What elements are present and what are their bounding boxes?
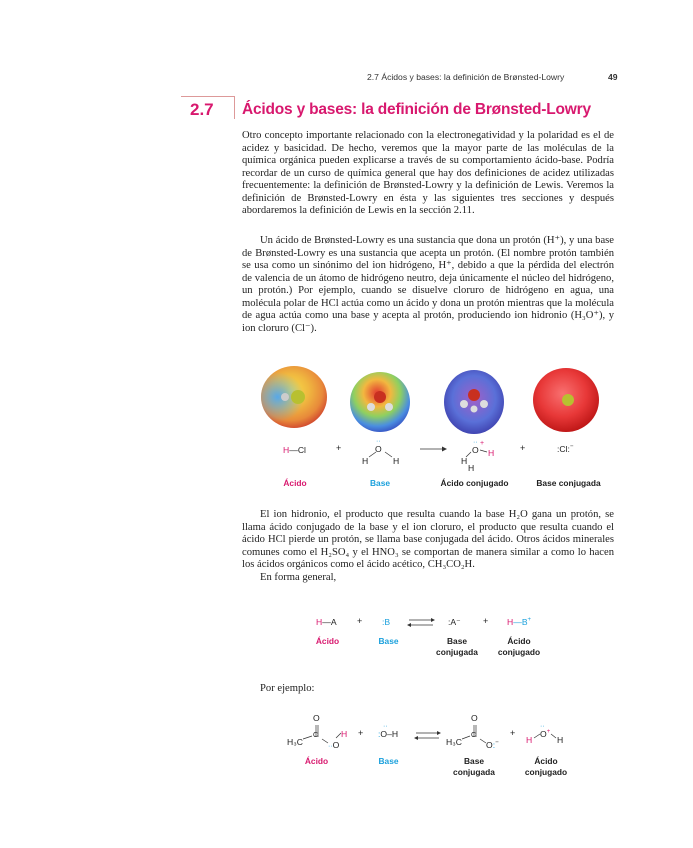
hcl-map bbox=[261, 366, 327, 428]
section-number: 2.7 bbox=[190, 100, 214, 119]
label-base: Base bbox=[378, 636, 399, 646]
water-base: : ·· O–H bbox=[378, 723, 399, 739]
generic-acid: H—A bbox=[316, 617, 337, 627]
water-h-right: H bbox=[393, 456, 400, 466]
water-map bbox=[350, 372, 410, 432]
label-conjugate-base: Base conjugada bbox=[536, 478, 601, 488]
paragraph-4: En forma general, bbox=[260, 571, 337, 583]
chloride-map bbox=[533, 368, 599, 432]
hydronium-map bbox=[444, 370, 504, 434]
label-conjugate-base: Base conjugada bbox=[436, 636, 478, 657]
label-acid: Ácido bbox=[283, 478, 307, 488]
acetate-carbonyl-o: O bbox=[471, 713, 478, 723]
acetate-o-minus: O:− bbox=[486, 740, 499, 750]
label-base: Base bbox=[369, 478, 391, 488]
generic-conj-acid: H—B+ bbox=[507, 617, 532, 627]
water-h-left: H bbox=[362, 456, 369, 466]
hydronium-h-left: H bbox=[461, 456, 468, 466]
acetic-carbonyl-o: O bbox=[313, 713, 320, 723]
label-acid: Ácido bbox=[315, 636, 340, 646]
acetic-methyl: H₃C bbox=[287, 737, 303, 747]
paragraph-example bbox=[242, 683, 614, 696]
acetic-acidic-h: H bbox=[341, 729, 348, 739]
paragraph-3: El ion hidronio, el producto que resulta cuando la base H₂O gana un protón, se llama ácido conjugado de la base y el ion cloruro, el producto que resulta cuando el ácido HCl pierde un protón, se llama base conjugada del ácido. Otros ácidos minerales comunes como el H₂SO₄ y el HNO₃ se comportan de manera similar a como lo hacen los ácidos orgánicos como el ácido acético, CH₃CO₂H. bbox=[242, 509, 614, 570]
hydronium-h-new: H bbox=[488, 448, 495, 458]
plus-sign: + bbox=[357, 616, 363, 626]
paragraph-2: Un ácido de Brønsted-Lowry es una sustancia que dona un protón (H⁺), y una base de Brønsted-Lowry es una sustancia que acepta un protón. (El nombre protón también se usa como un sinónimo del ion hidrógeno, H⁺, debido a que la pérdida del electrón de valencia de un átomo de hidrógeno neutro, deja únicamente el núcleo del hidrógeno, un protón.) Por ejemplo, cuando se disuelve cloruro de hidrógeno en agua, una molécula polar de HCl actúa como un ácido y dona un protón mientras que la molécula de agua actúa como una base y acepta al protón, produciendo ion hidronio (H₃O⁺), y ion cloruro (Cl⁻). bbox=[242, 235, 614, 334]
running-title: 2.7 Ácidos y bases: la definición de Brønsted-Lowry bbox=[367, 72, 565, 82]
plus-sign: + bbox=[336, 443, 342, 453]
plus-sign: + bbox=[358, 728, 364, 738]
hydronium-h-bottom: H bbox=[468, 463, 475, 473]
label-base: Base bbox=[378, 756, 399, 766]
generic-base: :B bbox=[382, 617, 391, 627]
acetate-carbon: C bbox=[471, 732, 477, 739]
label-conjugate-base: Base conjugada bbox=[453, 756, 495, 777]
generic-conj-base: :A⁻ bbox=[448, 617, 461, 627]
page-number: 49 bbox=[608, 72, 618, 82]
hydronium-o: ·· O + bbox=[472, 439, 485, 455]
chloride-ion: :Cl:− bbox=[557, 444, 574, 454]
section-title: Ácidos y bases: la definición de Brønsted-Lowry bbox=[242, 101, 591, 118]
acetic-carbon: C bbox=[313, 732, 319, 739]
label-conjugate-acid: Ácido conjugado bbox=[524, 756, 568, 777]
label-conjugate-acid: Ácido conjugado bbox=[497, 636, 541, 657]
plus-sign: + bbox=[510, 728, 516, 738]
hcl-formula: H—Cl bbox=[283, 445, 306, 455]
plus-sign: + bbox=[483, 616, 489, 626]
label-conjugate-acid: Ácido conjugado bbox=[440, 478, 509, 488]
hydronium-o: ·· O+ bbox=[540, 723, 551, 739]
hydronium-new-h: H bbox=[526, 735, 533, 745]
water-o: ·· O bbox=[375, 438, 382, 454]
paragraph-conjugates bbox=[242, 509, 614, 584]
acetate-methyl: H₃C bbox=[446, 737, 462, 747]
hydronium-h: H bbox=[557, 735, 564, 745]
paragraph-5: Por ejemplo: bbox=[260, 683, 315, 694]
acetic-hydroxyl-o: ··O bbox=[328, 740, 340, 750]
label-acid: Ácido bbox=[304, 756, 329, 766]
paragraph-1: Otro concepto importante relacionado con la electronegatividad y la polaridad es el de acidez y basicidad. De hecho, veremos que la mayor parte de las moléculas de la química orgánica pueden explicarse a través de su comportamiento ácido-base. Podría recordar de un curso de química general que hay dos definiciones de acidez utilizadas frecuentemente: la definición de Brønsted-Lowry y la definición de Lewis. Veremos la definición de Brønsted-Lowry en ésta y las siguientes tres secciones y después abordaremos la definición de Lewis en la sección 2.11. bbox=[242, 130, 614, 216]
plus-sign: + bbox=[520, 443, 526, 453]
